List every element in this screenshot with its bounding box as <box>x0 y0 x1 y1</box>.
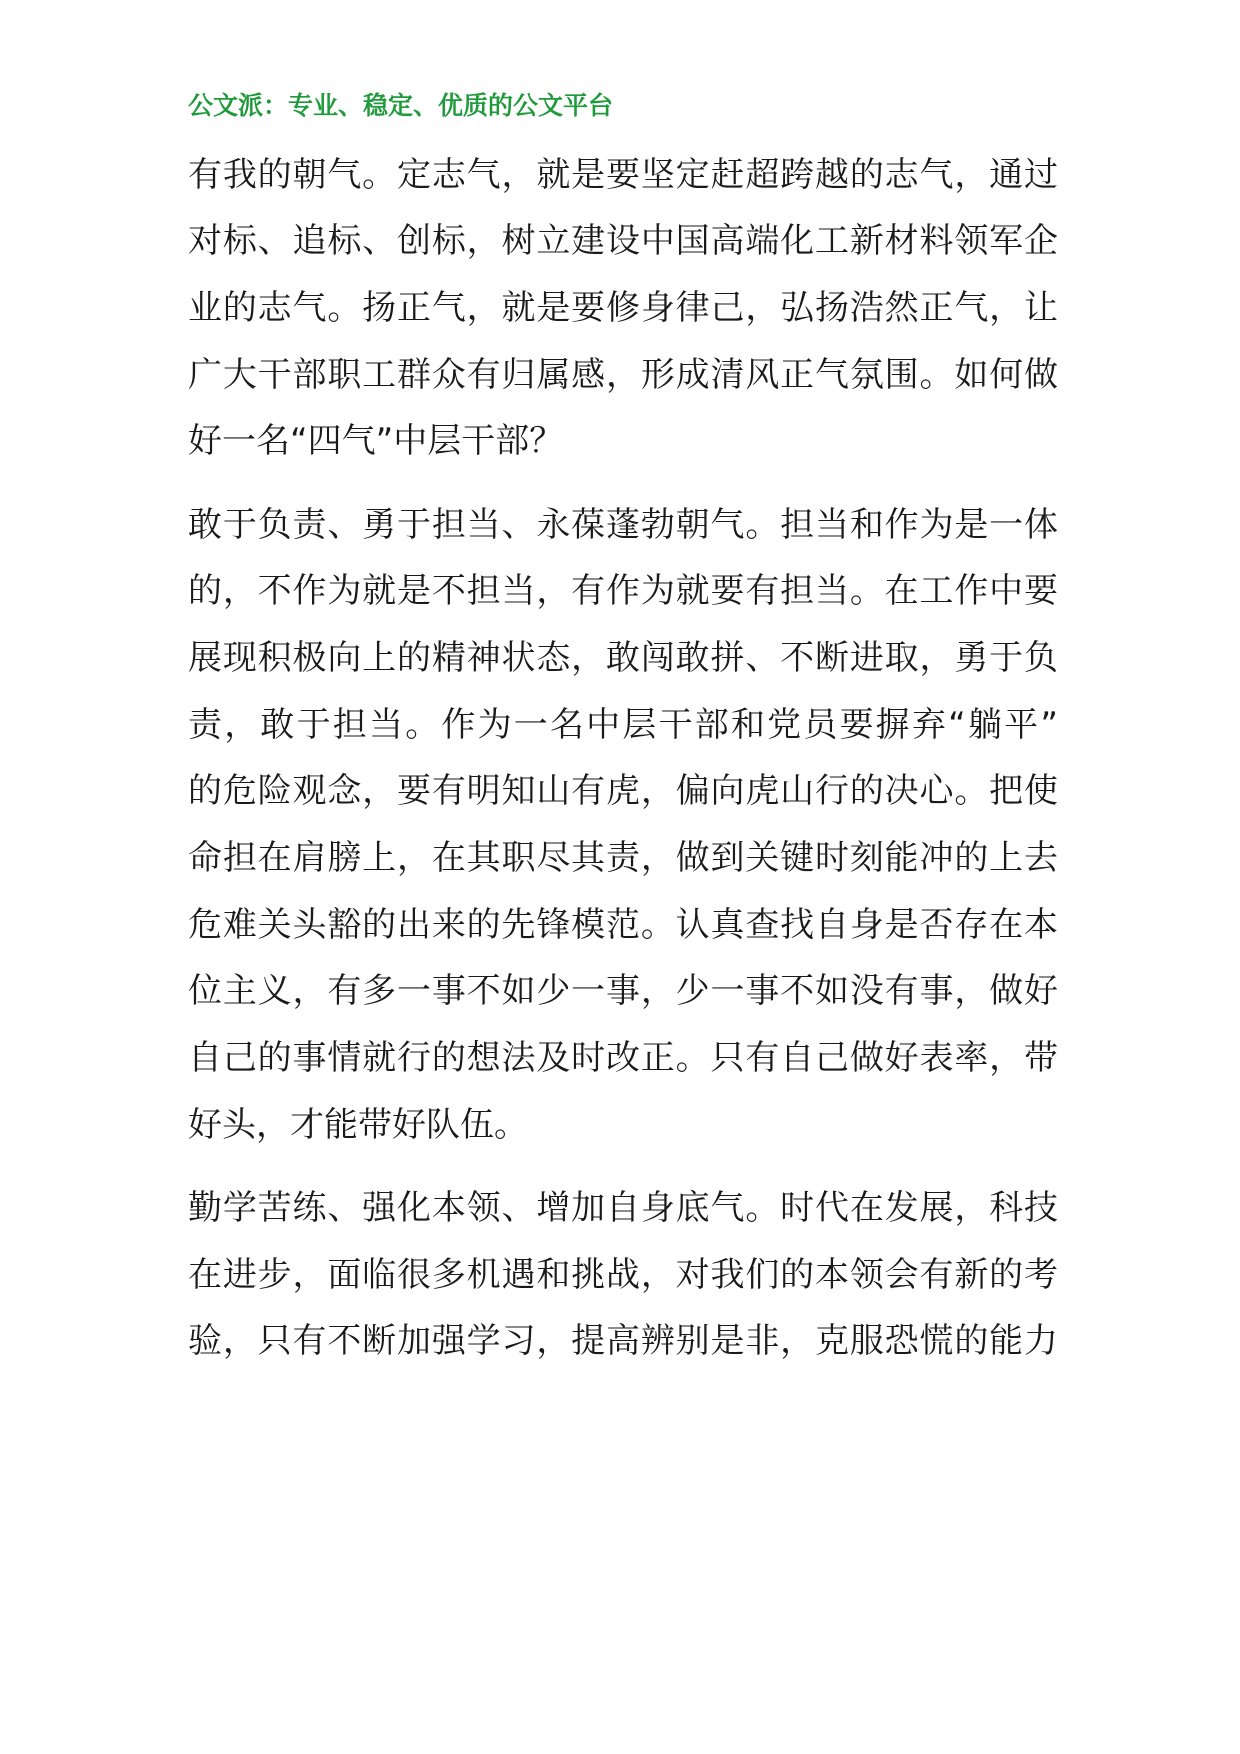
text-line: 验，只有不断加强学习，提高辨别是非，克服恐慌的能力 <box>188 1321 1058 1361</box>
text-line: 对标、追标、创标，树立建设中国高端化工新材料领军企 <box>188 221 1058 261</box>
text-line: 敢于负责、勇于担当、永葆蓬勃朝气。担当和作为是一体 <box>188 505 1058 545</box>
page-header: 公文派：专业、稳定、优质的公文平台 <box>188 91 614 120</box>
text-line: 在进步，面临很多机遇和挑战，对我们的本领会有新的考 <box>188 1255 1058 1295</box>
text-line: 危难关头豁的出来的先锋模范。认真查找自身是否存在本 <box>188 905 1058 945</box>
text-line: 位主义，有多一事不如少一事，少一事不如没有事，做好 <box>188 971 1058 1011</box>
text-line: 自己的事情就行的想法及时改正。只有自己做好表率，带 <box>188 1038 1058 1078</box>
text-line: 有我的朝气。定志气，就是要坚定赶超跨越的志气，通过 <box>188 155 1058 195</box>
text-line: 展现积极向上的精神状态，敢闯敢拼、不断进取，勇于负 <box>188 638 1058 678</box>
text-line: 责，敢于担当。作为一名中层干部和党员要摒弃“躺平” <box>188 705 1058 745</box>
text-line: 的，不作为就是不担当，有作为就要有担当。在工作中要 <box>188 571 1058 611</box>
text-line: 广大干部职工群众有归属感，形成清风正气氛围。如何做 <box>188 355 1058 395</box>
text-line: 业的志气。扬正气，就是要修身律己，弘扬浩然正气，让 <box>188 288 1058 328</box>
text-line: 勤学苦练、强化本领、增加自身底气。时代在发展，科技 <box>188 1188 1058 1228</box>
text-line: 好一名“四气”中层干部？ <box>188 421 564 461</box>
text-line: 好头，才能带好队伍。 <box>188 1105 528 1145</box>
text-line: 的危险观念，要有明知山有虎，偏向虎山行的决心。把使 <box>188 771 1058 811</box>
text-line: 命担在肩膀上，在其职尽其责，做到关键时刻能冲的上去 <box>188 838 1058 878</box>
